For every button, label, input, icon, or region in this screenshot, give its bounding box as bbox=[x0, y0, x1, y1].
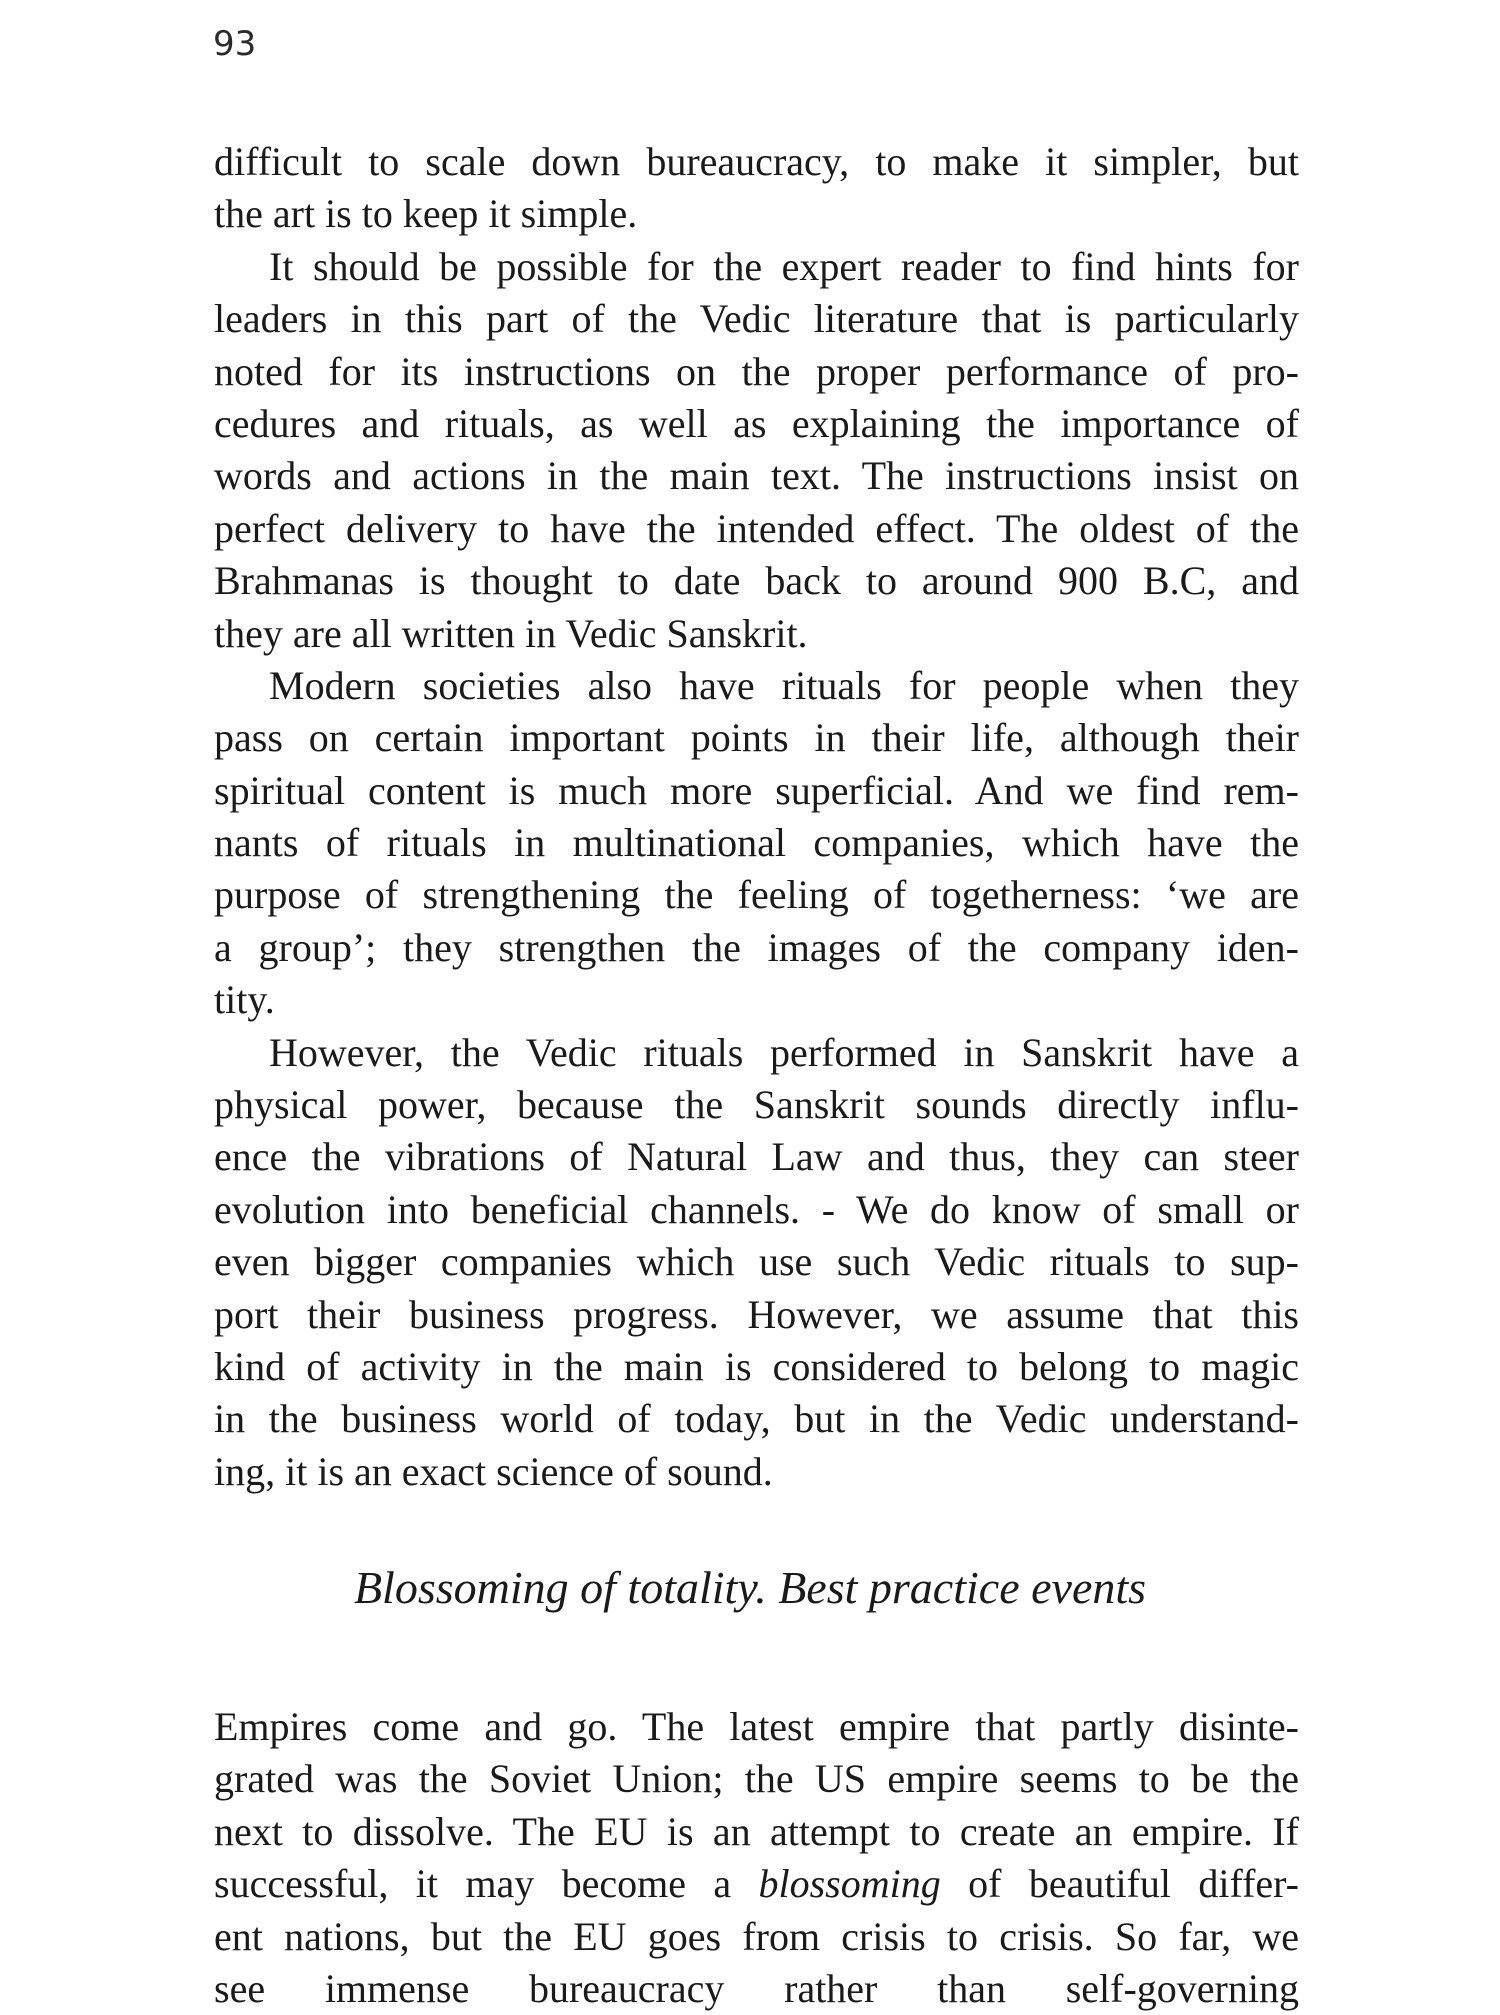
text-line: evolution into beneficial channels. - We do know of small or bbox=[214, 1186, 1299, 1232]
text-line: ing, it is an exact science of sound. bbox=[214, 1448, 773, 1494]
text-line: nants of rituals in multinational companies, which have the bbox=[214, 820, 1299, 866]
text-line: cedures and rituals, as well as explaining the importance of bbox=[214, 400, 1299, 446]
emphasized-word: blossoming bbox=[758, 1861, 941, 1907]
text-line: grated was the Soviet Union; the US empire seems to be the bbox=[214, 1756, 1299, 1802]
text-line: even bigger companies which use such Vedic rituals to sup- bbox=[214, 1239, 1299, 1285]
text-line: Brahmanas is thought to date back to around 900 B.C, and bbox=[214, 558, 1299, 604]
text-line: leaders in this part of the Vedic literature that is particularly bbox=[214, 296, 1299, 342]
text-line: see immense bureaucracy rather than self-governing bbox=[214, 1965, 1299, 2011]
text-line: pass on certain important points in their life, although their bbox=[214, 715, 1299, 761]
text-line: ent nations, but the EU goes from crisis to crisis. So far, we bbox=[214, 1913, 1299, 1959]
text-line: difficult to scale down bureaucracy, to make it simpler, but bbox=[214, 139, 1299, 184]
text-line: words and actions in the main text. The instructions insist on bbox=[214, 453, 1299, 499]
text-line bbox=[214, 1858, 1299, 1910]
text-line: noted for its instructions on the proper performance of pro- bbox=[214, 348, 1299, 394]
text-line: spiritual content is much more superficial. And we find rem- bbox=[214, 767, 1299, 813]
text-line: kind of activity in the main is considered to belong to magic bbox=[214, 1343, 1299, 1389]
text-line: Modern societies also have rituals for people when they bbox=[269, 662, 1299, 708]
body-text bbox=[214, 136, 1299, 1498]
text-line: they are all written in Vedic Sanskrit. bbox=[214, 610, 808, 656]
text-line: the art is to keep it simple. bbox=[214, 191, 638, 237]
text-line: physical power, because the Sanskrit sounds directly influ- bbox=[214, 1082, 1299, 1128]
text-line: port their business progress. However, we assume that this bbox=[214, 1291, 1299, 1337]
text-line: ence the vibrations of Natural Law and thus, they can steer bbox=[214, 1134, 1299, 1180]
section-text bbox=[214, 1701, 1299, 2015]
text-line: next to dissolve. The EU is an attempt to create an empire. If bbox=[214, 1808, 1299, 1854]
text-line: purpose of strengthening the feeling of togetherness: ‘we are bbox=[214, 872, 1299, 918]
page-number: 93 bbox=[213, 24, 257, 64]
section-heading: Blossoming of totality. Best practice events bbox=[353, 1562, 1147, 1613]
text-line: However, the Vedic rituals performed in Sanskrit have a bbox=[269, 1029, 1299, 1075]
text-line: It should be possible for the expert reader to find hints for bbox=[269, 243, 1299, 289]
text-line: a group’; they strengthen the images of the company iden- bbox=[214, 924, 1299, 970]
text-line: Empires come and go. The latest empire that partly disinte- bbox=[214, 1704, 1299, 1749]
text-line: in the business world of today, but in the Vedic understand- bbox=[214, 1396, 1299, 1442]
text-segment: successful, it may become a bbox=[214, 1861, 759, 1907]
text-line: perfect delivery to have the intended effect. The oldest of the bbox=[214, 505, 1299, 551]
text-segment: of beautiful differ- bbox=[940, 1861, 1299, 1907]
text-line: tity. bbox=[214, 977, 275, 1023]
